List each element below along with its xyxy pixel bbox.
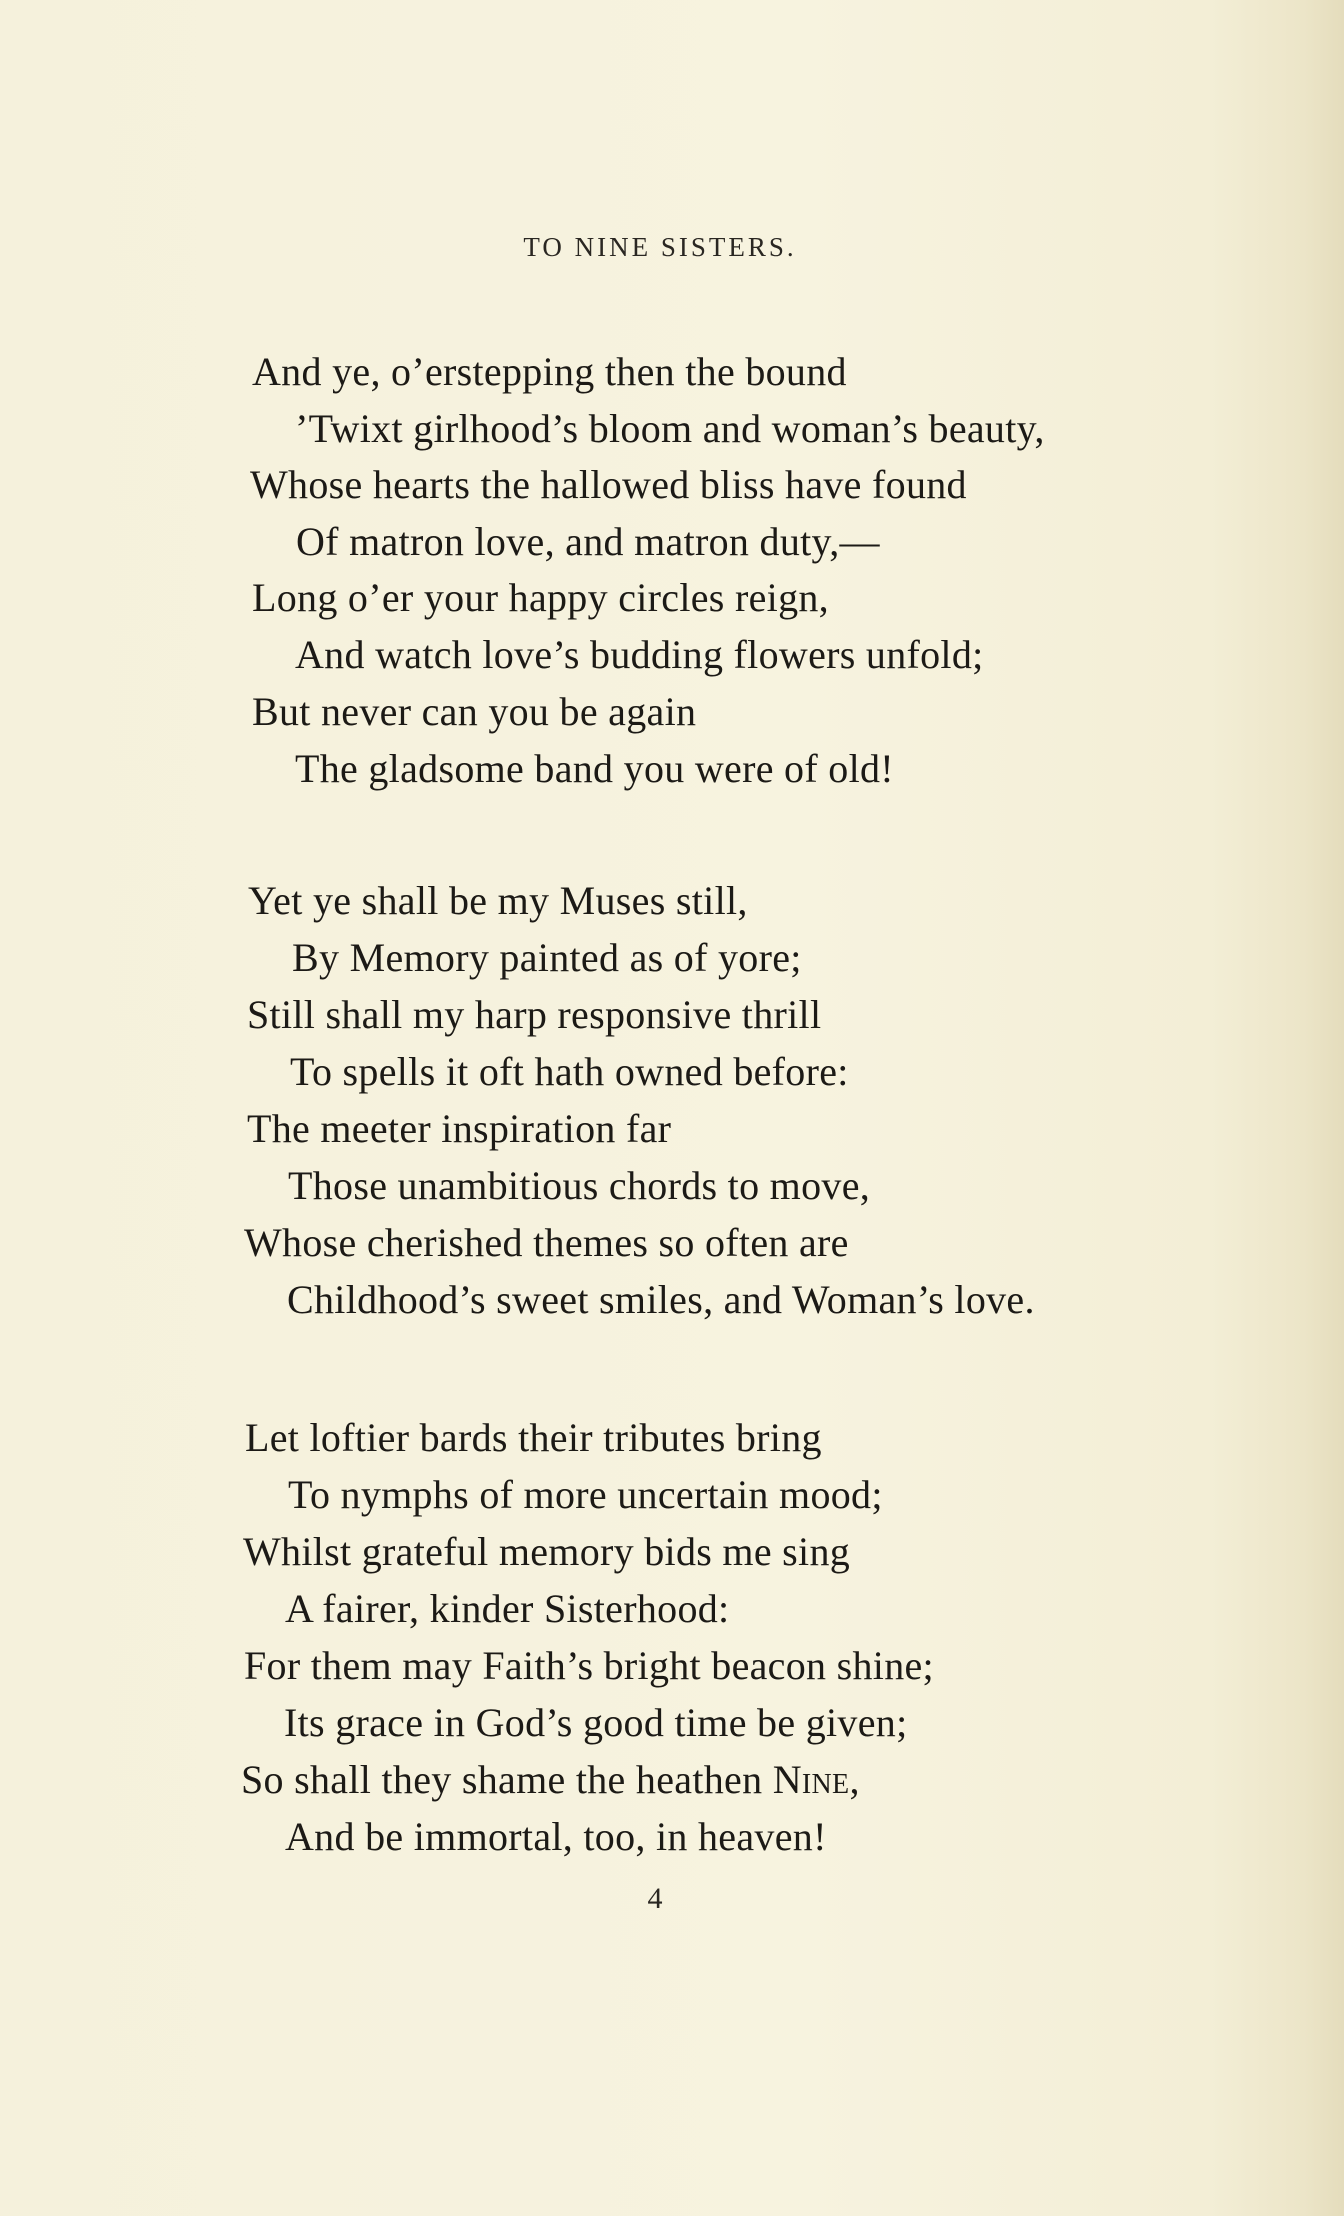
poem-line: By Memory painted as of yore; (292, 935, 802, 980)
poem-line: Whose hearts the hallowed bliss have found (250, 462, 967, 507)
poem-line: Let loftier bards their tributes bring (245, 1415, 822, 1460)
poem-line: Childhood’s sweet smiles, and Woman’s love. (287, 1277, 1035, 1322)
poem-line: For them may Faith’s bright beacon shine; (244, 1643, 934, 1688)
poem-line: And ye, o’erstepping then the bound (252, 349, 847, 394)
poem-line: The meeter inspiration far (247, 1106, 672, 1151)
poem-line: And watch love’s budding flowers unfold; (295, 632, 984, 677)
poem-line: Whose cherished themes so often are (244, 1220, 849, 1265)
poem-line: Of matron love, and matron duty,— (296, 519, 880, 564)
poem-line (241, 1756, 860, 1804)
poem-line-text: So shall they shame the heathen (241, 1757, 763, 1802)
running-head: TO NINE SISTERS. (523, 232, 797, 262)
trailing-comma: , (849, 1757, 860, 1802)
poem-line: To nymphs of more uncertain mood; (288, 1472, 883, 1517)
small-caps-word: Nine (772, 1757, 850, 1802)
poem-line: Long o’er your happy circles reign, (252, 575, 829, 620)
poem-line: Still shall my harp responsive thrill (247, 992, 822, 1037)
poem-line: The gladsome band you were of old! (295, 746, 894, 791)
page-number: 4 (647, 1882, 663, 1915)
poem-line: Those unambitious chords to move, (288, 1163, 871, 1208)
poem-line: A fairer, kinder Sisterhood: (285, 1586, 730, 1631)
poem-line: To spells it oft hath owned before: (290, 1049, 849, 1094)
poem-line: But never can you be again (252, 689, 697, 734)
poem-line: Its grace in God’s good time be given; (284, 1700, 908, 1745)
poem-line: Whilst grateful memory bids me sing (243, 1529, 851, 1574)
poem-line: And be immortal, too, in heaven! (285, 1814, 827, 1859)
poem-line: ’Twixt girlhood’s bloom and woman’s beauty, (295, 406, 1045, 451)
poem-line: Yet ye shall be my Muses still, (248, 878, 748, 923)
